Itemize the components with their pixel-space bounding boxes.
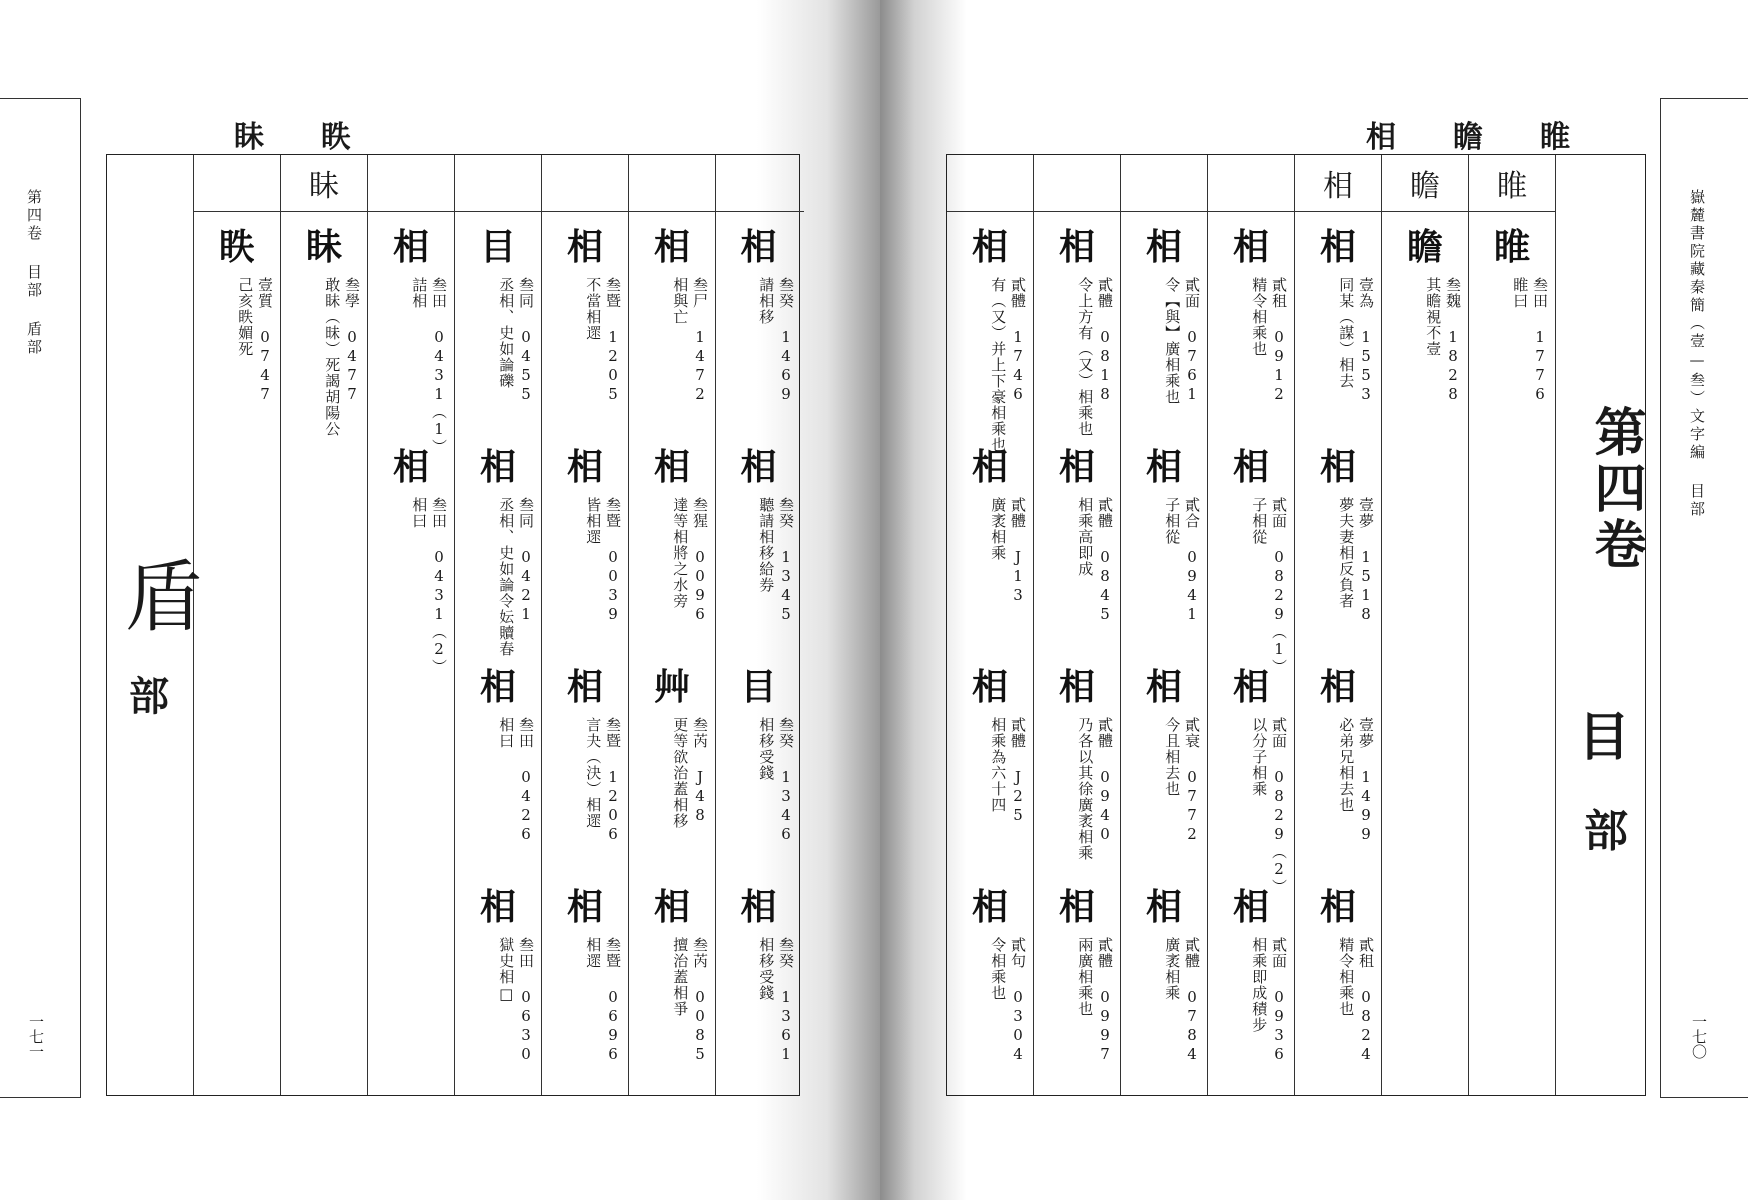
- source-ref: 叁芮 0085: [691, 937, 709, 1064]
- left-running-head-frame: [0, 98, 81, 1098]
- col-L7: [194, 155, 281, 1095]
- right-running-head-frame: [1660, 98, 1748, 1098]
- source-ref: 貳合 0941: [1183, 497, 1201, 624]
- context-text: 相遝: [584, 937, 603, 969]
- col-L5: [368, 155, 455, 1095]
- entry: [1208, 665, 1294, 895]
- left-table: [106, 154, 800, 1096]
- entry: [542, 445, 628, 665]
- entry: [947, 225, 1033, 453]
- seal-glyph: 相: [566, 666, 603, 708]
- source-ref: 貳體 0940: [1096, 717, 1114, 844]
- col-volume: [1556, 155, 1647, 1095]
- heading-1: 眣: [321, 120, 351, 155]
- source-ref: 叁同 0455: [517, 277, 535, 404]
- seal-glyph: 相: [1319, 446, 1356, 488]
- col-L6: [281, 155, 368, 1095]
- radical-label: 部: [129, 673, 169, 720]
- entry: [368, 225, 454, 455]
- context-text: 不當相遝: [584, 277, 603, 341]
- context-text: 必弟兄相去也: [1337, 717, 1356, 813]
- entry: [1295, 445, 1381, 665]
- col-R4: [1208, 155, 1295, 1095]
- seal-glyph: 瞻: [1406, 226, 1443, 268]
- seal-glyph: 相: [566, 226, 603, 268]
- entry: [194, 225, 280, 445]
- context-text: 有（又）并上下豪相乘也: [989, 277, 1008, 453]
- entry: [455, 225, 541, 445]
- context-text: 廣袤相乘: [1163, 937, 1182, 1001]
- seal-glyph: 目: [740, 666, 777, 708]
- seal-glyph: 相: [1232, 886, 1269, 928]
- seal-glyph: 相: [1145, 886, 1182, 928]
- source-ref: 壹夢 1499: [1357, 717, 1375, 844]
- context-text: 精令相乘也: [1337, 937, 1356, 1017]
- entry: [1295, 225, 1381, 445]
- entry: [1469, 225, 1555, 445]
- seal-glyph: 相: [1145, 666, 1182, 708]
- entry: [1034, 445, 1120, 665]
- col-L3: [542, 155, 629, 1095]
- context-text: 擅治蓋相爭: [671, 937, 690, 1017]
- source-ref: 貳體 J13: [1009, 497, 1027, 605]
- seal-glyph: 相: [1319, 666, 1356, 708]
- entry: [629, 225, 715, 445]
- context-text: 睢曰: [1511, 277, 1530, 309]
- entry: [1208, 445, 1294, 675]
- left-page-number: 一七一: [27, 1014, 45, 1059]
- right-running-head: 嶽麓書院藏秦簡（壹—叁）文字編 目部: [1688, 189, 1706, 519]
- context-text: 相乘即成積步: [1250, 937, 1269, 1033]
- context-text: 獄史相□: [497, 937, 516, 1004]
- context-text: 乃各以其徐廣袤相乘: [1076, 717, 1095, 861]
- entry: [542, 225, 628, 445]
- heading-3: 睢: [1540, 120, 1570, 155]
- seal-glyph: 相: [1232, 666, 1269, 708]
- context-text: 己亥眣媚死: [236, 277, 255, 357]
- source-ref: 貳體 1746: [1009, 277, 1027, 404]
- seal-glyph: 眣: [218, 226, 255, 268]
- source-ref: 貳租 0824: [1357, 937, 1375, 1064]
- source-ref: 叁癸 1361: [777, 937, 795, 1064]
- context-text: 令相乘也: [989, 937, 1008, 1001]
- entry: [629, 665, 715, 885]
- entry: [947, 885, 1033, 1105]
- entry: [716, 885, 801, 1105]
- context-text: 其瞻視不壹: [1424, 277, 1443, 357]
- context-text: 聽請相移給券: [757, 497, 776, 593]
- context-text: 更等欲治蓋相移: [671, 717, 690, 829]
- seal-glyph: 相: [740, 446, 777, 488]
- source-ref: 貳面 0761: [1183, 277, 1201, 404]
- entry: [1034, 885, 1120, 1105]
- left-running-head: 第四卷 目部 盾部: [25, 189, 43, 357]
- source-ref: 叁田 0630: [517, 937, 535, 1064]
- seal-glyph: 相: [971, 226, 1008, 268]
- context-text: 詰相: [410, 277, 429, 309]
- header-glyph: 瞻: [1382, 155, 1468, 212]
- volume-radical: 目: [1578, 707, 1631, 768]
- context-text: 達等相將之水旁: [671, 497, 690, 609]
- seal-glyph: 相: [1145, 446, 1182, 488]
- source-ref: 叁魏 1828: [1444, 277, 1462, 404]
- seal-glyph: 相: [971, 666, 1008, 708]
- seal-glyph: 相: [971, 446, 1008, 488]
- seal-glyph: 目: [479, 226, 516, 268]
- right-table: [946, 154, 1646, 1096]
- radical-glyph: 盾: [125, 553, 204, 643]
- seal-glyph: 相: [392, 446, 429, 488]
- context-text: 子相從: [1163, 497, 1182, 545]
- source-ref: 叁暨 0039: [604, 497, 622, 624]
- volume-title: 第四卷: [1585, 405, 1646, 573]
- context-text: 敢眛（昧）死謁胡陽公: [323, 277, 342, 437]
- source-ref: 壹質 0747: [256, 277, 274, 404]
- source-ref: 貳體 0997: [1096, 937, 1114, 1064]
- seal-glyph: 相: [1232, 226, 1269, 268]
- right-page: [880, 0, 1748, 1200]
- context-text: 相移受錢: [757, 717, 776, 781]
- source-ref: 貳體 0845: [1096, 497, 1114, 624]
- col-R1: [947, 155, 1034, 1095]
- entry: [1295, 665, 1381, 885]
- source-ref: 叁田 0426: [517, 717, 535, 844]
- seal-glyph: 相: [653, 886, 690, 928]
- entry: [1295, 885, 1381, 1105]
- entry: [1382, 225, 1468, 445]
- right-page-number: 一七〇: [1690, 1014, 1708, 1059]
- context-text: 皆相遝: [584, 497, 603, 545]
- entry: [1034, 665, 1120, 885]
- seal-glyph: 相: [653, 226, 690, 268]
- source-ref: 叁同 0421: [517, 497, 535, 624]
- context-text: 令上方有（又）相乘也: [1076, 277, 1095, 437]
- seal-glyph: 相: [971, 886, 1008, 928]
- seal-glyph: 相: [479, 446, 516, 488]
- context-text: 子相從: [1250, 497, 1269, 545]
- source-ref: 叁癸 1469: [777, 277, 795, 404]
- source-ref: 貳面 0936: [1270, 937, 1288, 1064]
- seal-glyph: 相: [1319, 886, 1356, 928]
- source-ref: 壹夢 1518: [1357, 497, 1375, 624]
- entry: [1208, 225, 1294, 445]
- source-ref: 貳面 0829（2）: [1270, 717, 1288, 895]
- seal-glyph: 相: [740, 886, 777, 928]
- seal-glyph: 相: [1319, 226, 1356, 268]
- source-ref: 貳面 0829（1）: [1270, 497, 1288, 675]
- seal-glyph: 相: [479, 886, 516, 928]
- entry: [629, 885, 715, 1105]
- seal-glyph: 相: [392, 226, 429, 268]
- seal-glyph: 相: [653, 446, 690, 488]
- col-L2: [629, 155, 716, 1095]
- source-ref: 叁癸 1346: [777, 717, 795, 844]
- context-text: 相與亡: [671, 277, 690, 325]
- entry: [1034, 225, 1120, 445]
- entry: [716, 445, 801, 665]
- context-text: 夢夫妻相反負者: [1337, 497, 1356, 609]
- col-R7: [1469, 155, 1556, 1095]
- entry: [542, 885, 628, 1105]
- context-text: 丞相、史如論令妘贖春: [497, 497, 516, 657]
- entry: [455, 445, 541, 665]
- context-text: 相曰: [410, 497, 429, 529]
- source-ref: 叁暨 1206: [604, 717, 622, 844]
- source-ref: 叁暨 0696: [604, 937, 622, 1064]
- entry: [368, 445, 454, 675]
- entry: [947, 665, 1033, 885]
- seal-glyph: 相: [566, 446, 603, 488]
- source-ref: 叁暨 1205: [604, 277, 622, 404]
- entry: [1121, 225, 1207, 445]
- heading-2: 眛: [234, 120, 264, 155]
- entry: [455, 885, 541, 1105]
- col-R2: [1034, 155, 1121, 1095]
- context-text: 廣袤相乘: [989, 497, 1008, 561]
- header-glyph: 相: [1295, 155, 1381, 212]
- seal-glyph: 眛: [305, 226, 342, 268]
- context-text: 相乘為六十四: [989, 717, 1008, 813]
- entry: [716, 225, 801, 445]
- source-ref: 叁田 0431（1）: [430, 277, 448, 455]
- entry: [455, 665, 541, 885]
- seal-glyph: 睢: [1493, 226, 1530, 268]
- seal-glyph: 相: [1058, 886, 1095, 928]
- col-R5: [1295, 155, 1382, 1095]
- context-text: 相移受錢: [757, 937, 776, 1001]
- seal-glyph: 相: [566, 886, 603, 928]
- col-L1: [716, 155, 801, 1095]
- entry: [1121, 445, 1207, 665]
- source-ref: 貳租 0912: [1270, 277, 1288, 404]
- entry: [1208, 885, 1294, 1105]
- entry: [629, 445, 715, 665]
- source-ref: 叁尸 1472: [691, 277, 709, 404]
- seal-glyph: 相: [1058, 226, 1095, 268]
- context-text: 以分子相乘: [1250, 717, 1269, 797]
- source-ref: 貳體 0784: [1183, 937, 1201, 1064]
- source-ref: 叁癸 1345: [777, 497, 795, 624]
- seal-glyph: 相: [1232, 446, 1269, 488]
- context-text: 請相移: [757, 277, 776, 325]
- entry: [281, 225, 367, 445]
- seal-glyph: 相: [479, 666, 516, 708]
- heading-1: 相: [1366, 120, 1396, 155]
- source-ref: 貳衰 0772: [1183, 717, 1201, 844]
- heading-2: 瞻: [1453, 120, 1483, 155]
- context-text: 同某（謀）相去: [1337, 277, 1356, 389]
- context-text: 相乘高即成: [1076, 497, 1095, 577]
- seal-glyph: 相: [1058, 446, 1095, 488]
- header-glyph: 眛: [281, 155, 367, 212]
- volume-label: 部: [1584, 806, 1628, 857]
- source-ref: 貳體 0818: [1096, 277, 1114, 404]
- entry: [542, 665, 628, 885]
- source-ref: 叁田 0431（2）: [430, 497, 448, 675]
- entry: [1121, 885, 1207, 1105]
- seal-glyph: 相: [740, 226, 777, 268]
- col-R3: [1121, 155, 1208, 1095]
- col-L4: [455, 155, 542, 1095]
- header-glyph: 睢: [1469, 155, 1555, 212]
- context-text: 今且相去也: [1163, 717, 1182, 797]
- context-text: 相曰: [497, 717, 516, 749]
- col-radical: [107, 155, 204, 1095]
- seal-glyph: 艸: [653, 666, 690, 708]
- context-text: 精令相乘也: [1250, 277, 1269, 357]
- source-ref: 叁猩 0096: [691, 497, 709, 624]
- source-ref: 叁學 0477: [343, 277, 361, 404]
- entry: [1121, 665, 1207, 885]
- source-ref: 叁芮 J48: [691, 717, 709, 825]
- context-text: 兩廣相乘也: [1076, 937, 1095, 1017]
- seal-glyph: 相: [1058, 666, 1095, 708]
- source-ref: 叁田 1776: [1531, 277, 1549, 404]
- seal-glyph: 相: [1145, 226, 1182, 268]
- context-text: 令【與】廣相乘也: [1163, 277, 1182, 405]
- context-text: 言夬（決）相遝: [584, 717, 603, 829]
- entry: [947, 445, 1033, 665]
- source-ref: 壹為 1553: [1357, 277, 1375, 404]
- col-R6: [1382, 155, 1469, 1095]
- source-ref: 貳體 J25: [1009, 717, 1027, 825]
- context-text: 丞相、史如論礫: [497, 277, 516, 389]
- entry: [716, 665, 801, 885]
- source-ref: 貳句 0304: [1009, 937, 1027, 1064]
